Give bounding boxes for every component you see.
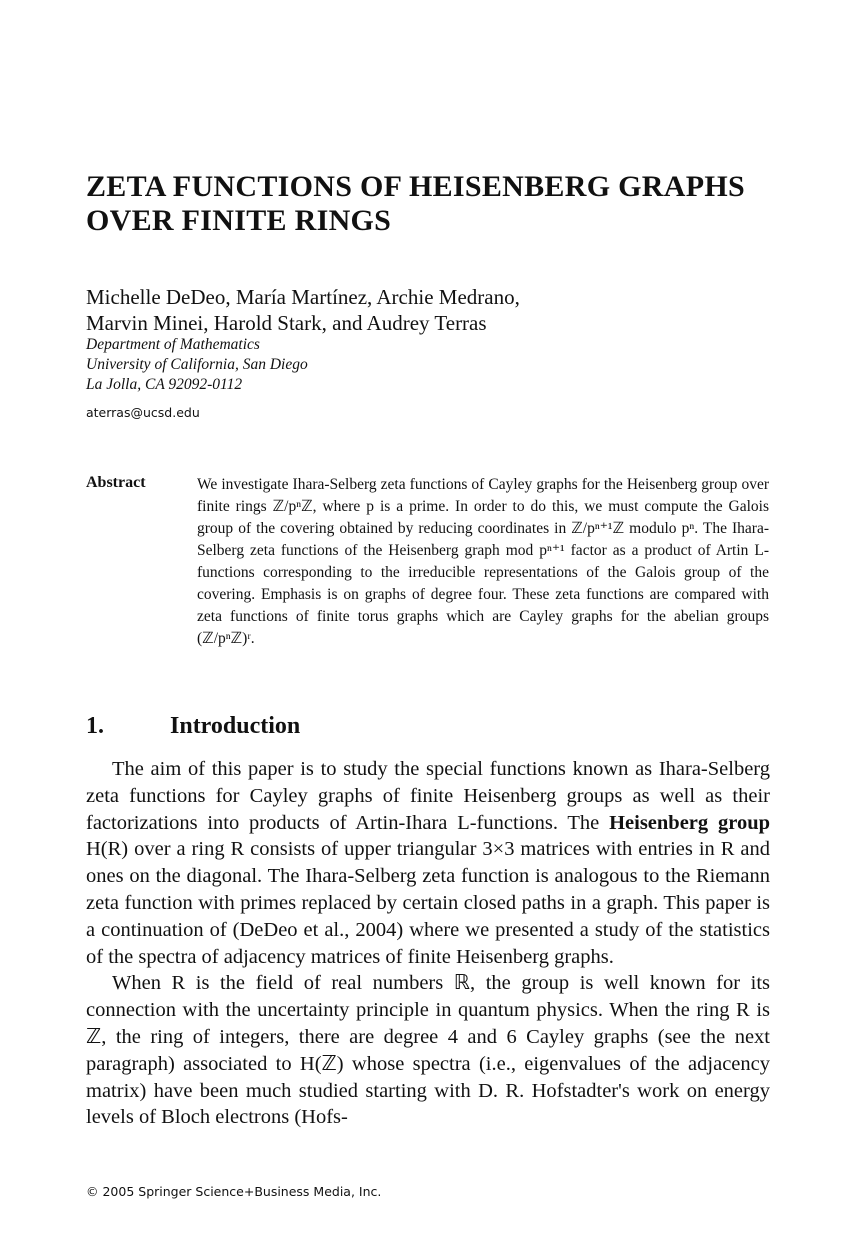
abstract-label: Abstract: [86, 474, 146, 491]
body-text: [86, 756, 770, 1131]
section-heading: [86, 713, 770, 740]
abstract-text: We investigate Ihara-Selberg zeta functions of Cayley graphs for the Heisenberg group over finite rings ℤ/pⁿℤ, where p is a prime. In order to do this, we must compute the Galois group of the covering obtained by reducing coordinates in ℤ/pⁿ⁺¹ℤ modulo pⁿ. The Ihara-Selberg zeta functions of the Heisenberg graph mod pⁿ⁺¹ factor as a product of Artin L-functions corresponding to the irreducible representations of the Galois group of the covering. Emphasis is on graphs of degree four. These zeta functions are compared with zeta functions of finite torus graphs which are Cayley graphs for the abelian groups (ℤ/pⁿℤ)ʳ.: [197, 476, 769, 647]
author-email: aterras@ucsd.edu: [86, 405, 200, 420]
authors-line-1: Michelle DeDeo, María Martínez, Archie Medrano,: [86, 285, 520, 309]
affiliation: [86, 335, 308, 395]
section-title: Introduction: [170, 713, 301, 739]
affiliation-university: University of California, San Diego: [86, 356, 308, 373]
affiliation-address: La Jolla, CA 92092-0112: [86, 376, 243, 393]
paragraph-1: [86, 756, 770, 970]
paragraph-1-end: H(R) over a ring R consists of upper triangular 3×3 matrices with entries in R and ones on the diagonal. The Ihara-Selberg zeta function is analogous to the Riemann zeta function with primes replaced by certain closed paths in a graph. This paper is a continuation of (DeDeo et al., 2004) where we presented a study of the statistics of the spectra of adjacency matrices of finite Heisenberg graphs.: [86, 838, 770, 968]
paragraph-2: When R is the field of real numbers ℝ, the group is well known for its connection with the uncertainty principle in quantum physics. When the ring R is ℤ, the ring of integers, there are degree 4 and 6 Cayley graphs (see the next paragraph) associated to H(ℤ) whose spectra (i.e., eigenvalues of the adjacency matrix) have been much studied starting with D. R. Hofstadter's work on energy levels of Bloch electrons (Hofs-: [86, 972, 770, 1129]
section-number: 1.: [86, 713, 104, 739]
author-list: [86, 284, 770, 336]
authors-line-2: Marvin Minei, Harold Stark, and Audrey Terras: [86, 311, 487, 335]
affiliation-department: Department of Mathematics: [86, 336, 260, 353]
paragraph-1-start: The aim of this paper is to study the special functions known as Ihara-Selberg zeta functions for Cayley graphs of finite Heisenberg groups as well as their factorizations into products of Artin-Ihara L-functions. The: [86, 758, 770, 834]
paper-title: ZETA FUNCTIONS OF HEISENBERG GRAPHS OVER FINITE RINGS: [86, 170, 745, 237]
copyright-footer: © 2005 Springer Science+Business Media, Inc.: [86, 1184, 382, 1199]
defined-term: Heisenberg group: [609, 811, 770, 834]
